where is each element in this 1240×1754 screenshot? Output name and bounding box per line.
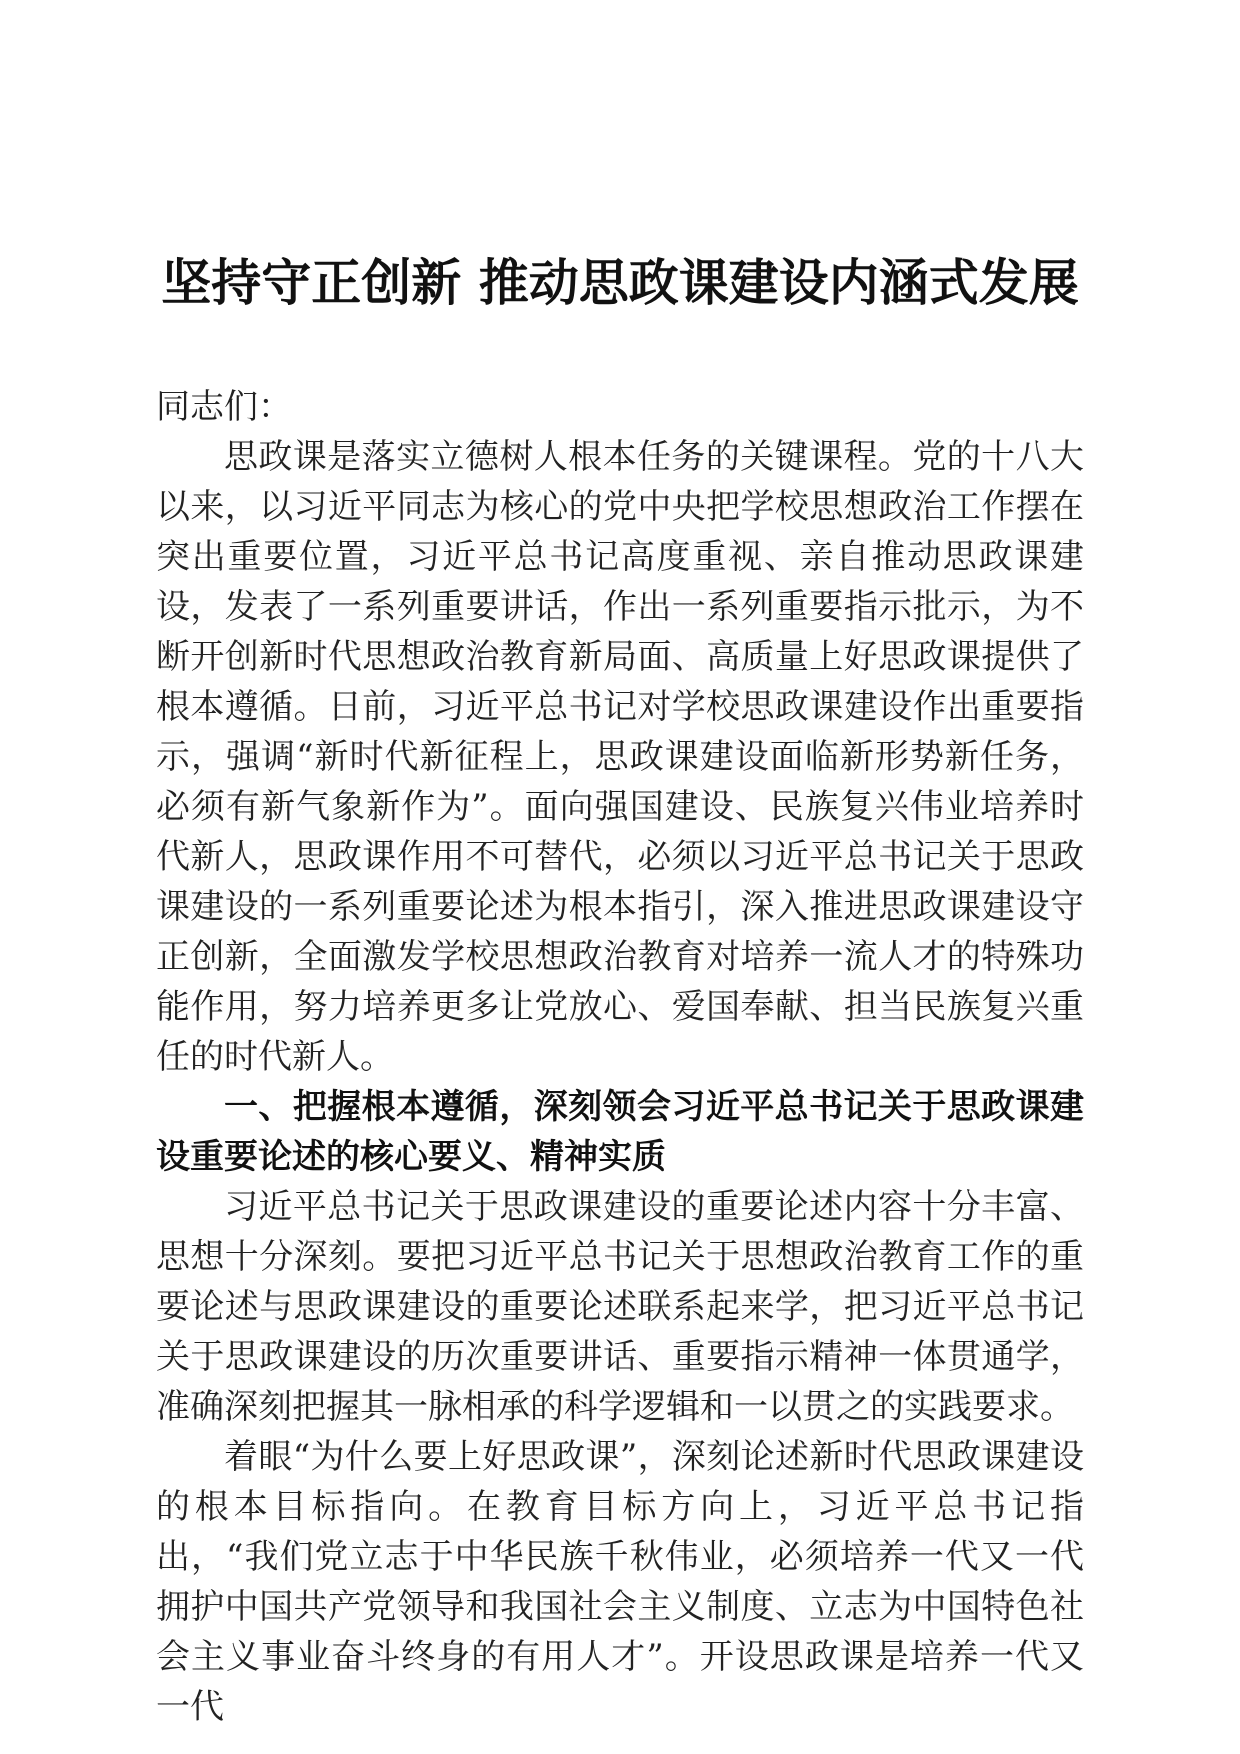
section-paragraph: 着眼“为什么要上好思政课”，深刻论述新时代思政课建设的根本目标指向。在教育目标方向上，习近平总书记指出，“我们党立志于中华民族千秋伟业，必须培养一代又一代拥护中国共产党领导和我国社会主义制度、立志为中国特色社会主义事业奋斗终身的有用人才”。开设思政课是培养一代又一代 — [156, 1437, 1084, 1727]
document-title: 坚持守正创新 推动思政课建设内涵式发展 — [161, 253, 1079, 312]
section-paragraph: 习近平总书记关于思政课建设的重要论述内容十分丰富、思想十分深刻。要把习近平总书记关于思想政治教育工作的重要论述与思政课建设的重要论述联系起来学，把习近平总书记关于思政课建设的历次重要讲话、重要指示精神一体贯通学，准确深刻把握其一脉相承的科学逻辑和一以贯之的实践要求。 — [156, 1187, 1084, 1427]
greeting: 同志们： — [156, 387, 292, 427]
section-heading-1: 一、把握根本遵循，深刻领会习近平总书记关于思政课建设重要论述的核心要义、精神实质 — [156, 1087, 1084, 1177]
document-body — [156, 382, 1084, 1732]
intro-paragraph: 思政课是落实立德树人根本任务的关键课程。党的十八大以来，以习近平同志为核心的党中央把学校思想政治工作摆在突出重要位置，习近平总书记高度重视、亲自推动思政课建设，发表了一系列重要讲话，作出一系列重要指示批示，为不断开创新时代思想政治教育新局面、高质量上好思政课提供了根本遵循。日前，习近平总书记对学校思政课建设作出重要指示，强调“新时代新征程上，思政课建设面临新形势新任务，必须有新气象新作为”。面向强国建设、民族复兴伟业培养时代新人，思政课作用不可替代，必须以习近平总书记关于思政课建设的一系列重要论述为根本指引，深入推进思政课建设守正创新，全面激发学校思想政治教育对培养一流人才的特殊功能作用，努力培养更多让党放心、爱国奉献、担当民族复兴重任的时代新人。 — [156, 437, 1084, 1077]
